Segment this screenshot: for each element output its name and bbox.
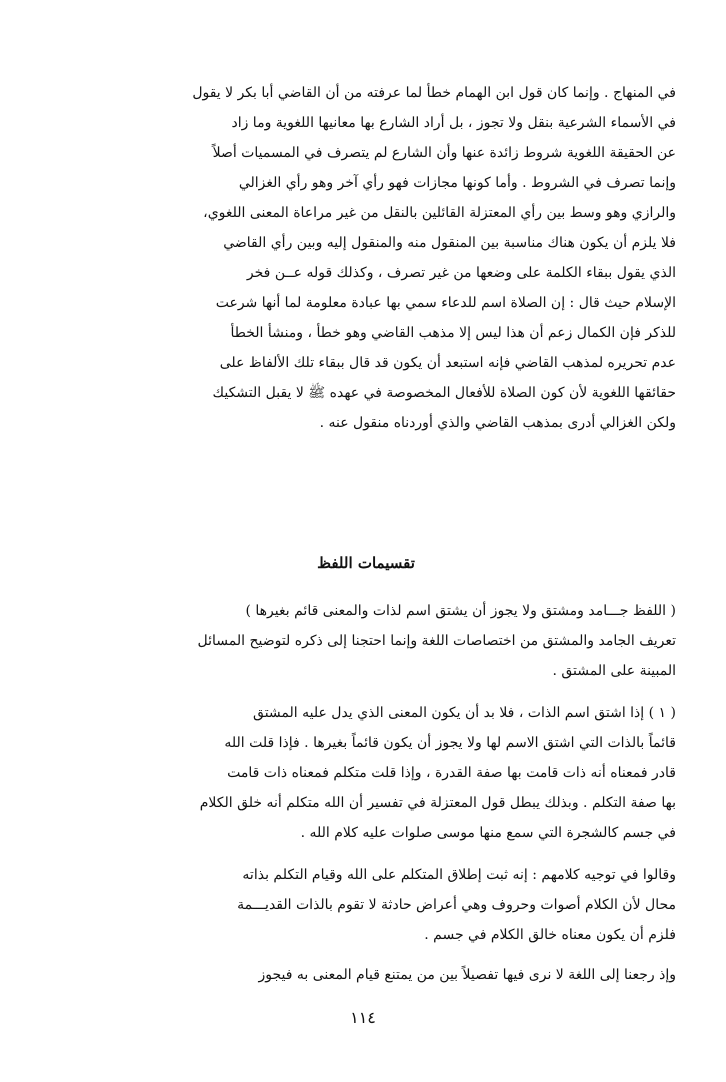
paragraph-2: [56, 596, 676, 686]
text-line: فلزم أن يكون معناه خالق الكلام في جسم .: [424, 927, 676, 943]
paragraph-3: [56, 698, 676, 848]
text-line: في الأسماء الشرعية بنقل ولا تجوز ، بل أراد الشارع بها معانيها اللغوية وما زاد: [231, 115, 676, 131]
text-line: للذكر فإن الكمال زعم أن هذا ليس إلا مذهب القاضي وهو خطأ ، ومنشأ الخطأ: [230, 325, 676, 341]
page-body: [56, 78, 676, 990]
text-line: حقائقها اللغوية لأن كون الصلاة للأفعال المخصوصة في عهده ﷺ لا يقبل التشكيك: [212, 385, 676, 401]
text-line: قادر فمعناه أنه ذات قامت بها صفة القدرة ، وإذا قلت متكلم فمعناه ذات قامت: [227, 765, 676, 781]
paragraph-5: [56, 960, 676, 990]
text-line: عدم تحريره لمذهب القاضي فإنه استبعد أن يكون قد قال ببقاء تلك الألفاظ على: [219, 355, 676, 371]
text-line: في المنهاج . وإنما كان قول ابن الهمام خطأ لما عرفته من أن القاضي أبا بكر لا يقول: [192, 85, 676, 101]
page-number: ١١٤: [350, 1008, 376, 1027]
text-line: فلا يلزم أن يكون هناك مناسبة بين المنقول منه والمنقول إليه وبين رأي القاضي: [223, 235, 676, 251]
paragraph-1: [56, 78, 676, 438]
text-line: والرازي وهو وسط بين رأي المعتزلة القائلين بالنقل من غير مراعاة المعنى اللغوي،: [203, 205, 676, 221]
text-line: وقالوا في توجيه كلامهم : إنه ثبت إطلاق المتكلم على الله وقيام التكلم بذاته: [242, 867, 676, 883]
text-line: في جسم كالشجرة التي سمع منها موسى صلوات عليه كلام الله .: [300, 825, 676, 841]
text-line: ( ١ ) إذا اشتق اسم الذات ، فلا بد أن يكون المعنى الذي يدل عليه المشتق: [253, 705, 676, 721]
text-line: عن الحقيقة اللغوية شروط زائدة عنها وأن الشارع لم يتصرف في المسميات أصلاً: [212, 145, 676, 161]
text-line: المبينة على المشتق .: [552, 663, 676, 679]
text-line: قائماً بالذات التي اشتق الاسم لها ولا يجوز أن يكون قائماً بغيرها . فإذا قلت الله: [224, 735, 676, 751]
section-heading: تقسيمات اللفظ: [317, 554, 415, 572]
text-line: ( اللفظ جـــامد ومشتق ولا يجوز أن يشتق اسم لذات والمعنى قائم بغيرها ): [245, 603, 676, 619]
text-line: الذي يقول ببقاء الكلمة على وضعها من غير تصرف ، وكذلك قوله عــن فخر: [246, 265, 676, 281]
text-line: محال لأن الكلام أصوات وحروف وهي أعراض حادثة لا تقوم بالذات القديـــمة: [237, 897, 676, 913]
text-line: ولكن الغزالي أدرى بمذهب القاضي والذي أوردناه منقول عنه .: [319, 415, 676, 431]
paragraph-4: [56, 860, 676, 950]
text-line: الإسلام حيث قال : إن الصلاة اسم للدعاء سمي بها عبادة معلومة لما أنها شرعت: [215, 295, 676, 311]
text-line: بها صفة التكلم . وبذلك يبطل قول المعتزلة في تفسير أن الله متكلم أنه خلق الكلام: [199, 795, 676, 811]
text-line: وإذ رجعنا إلى اللغة لا نرى فيها تفصيلاً بين من يمتنع قيام المعنى به فيجوز: [258, 967, 676, 983]
text-line: تعريف الجامد والمشتق من اختصاصات اللغة وإنما احتجنا إلى ذكره لتوضيح المسائل: [197, 633, 676, 649]
text-line: وإنما تصرف في الشروط . وأما كونها مجازات فهو رأي آخر وهو رأي الغزالي: [238, 175, 676, 191]
